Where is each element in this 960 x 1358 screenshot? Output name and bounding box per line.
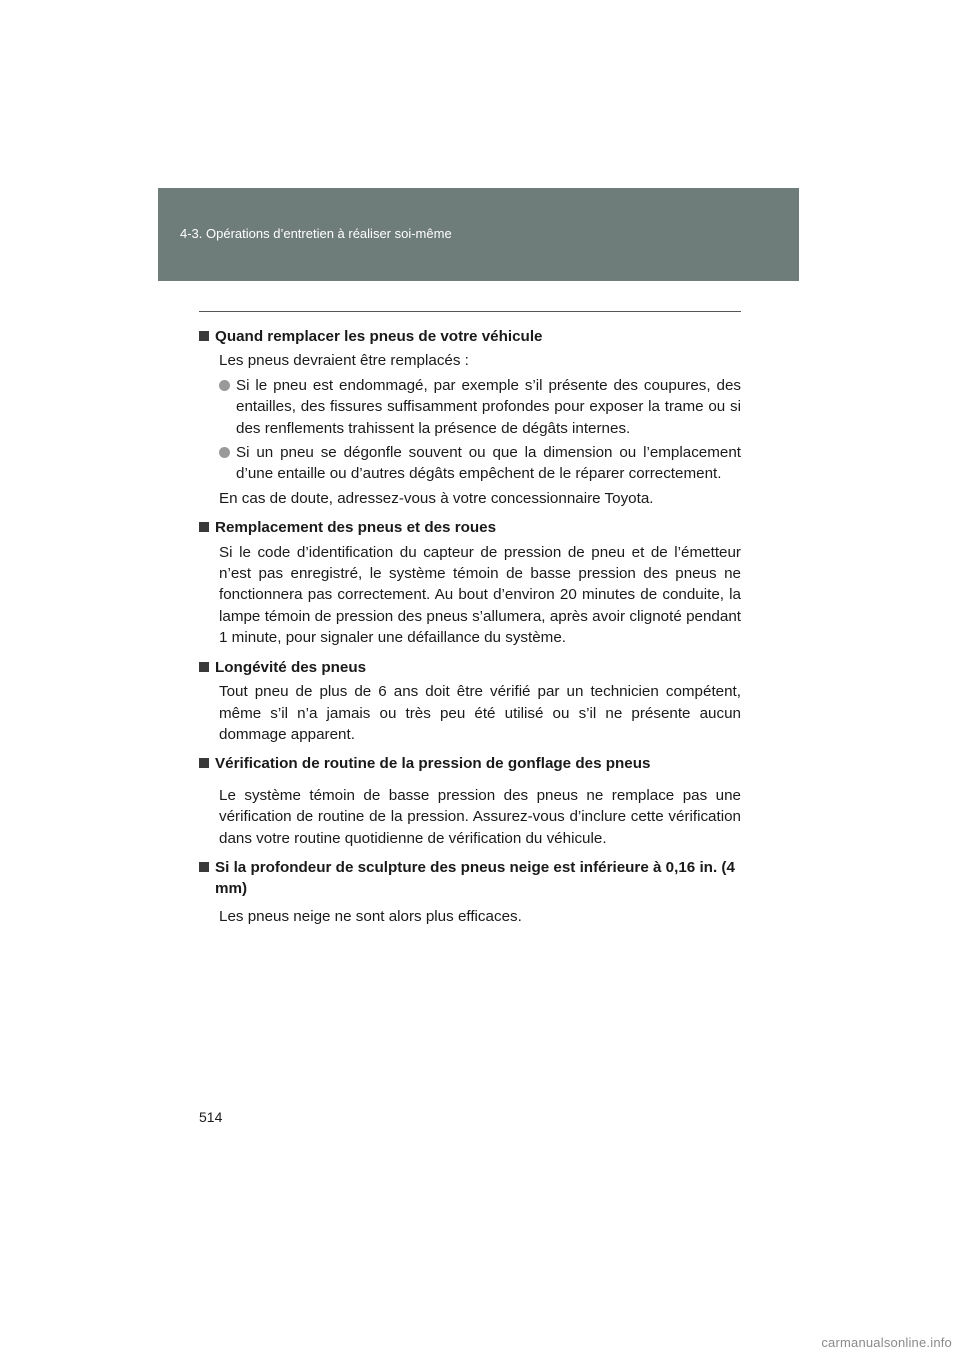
square-bullet-icon bbox=[199, 662, 209, 672]
section-heading-text: Remplacement des pneus et des roues bbox=[215, 519, 497, 537]
square-bullet-icon bbox=[199, 758, 209, 768]
section-body: Le système témoin de basse pression des pneus ne remplace pas une vérification de routine de la pression. Assurez-vous d’inclure cette vérification dans votre routine quotidienne de vérification du véhicule. bbox=[219, 786, 741, 847]
section-heading bbox=[199, 517, 741, 538]
section-body: Tout pneu de plus de 6 ans doit être vérifié par un technicien compétent, même s’il n’a jamais ou très peu été utilisé ou s’il ne présente aucun dommage apparent. bbox=[219, 683, 741, 743]
round-bullet-icon bbox=[219, 447, 230, 458]
list-item bbox=[219, 375, 741, 439]
section-heading bbox=[199, 657, 741, 678]
square-bullet-icon bbox=[199, 862, 209, 872]
chapter-section-title: 4-3. Opérations d’entretien à réaliser soi-même bbox=[180, 226, 452, 241]
section-when-to-replace bbox=[199, 326, 741, 509]
section-body: Si le code d’identification du capteur de pression de pneu et de l’émetteur n’est pas enregistré, le système témoin de basse pression des pneus ne fonctionnera pas correctement. Au bout d’environ 20 minutes de conduite, la lampe témoin de pression des pneus s’allumera, après avoir clignoté pendant 1 minute, pour signaler une défaillance du système. bbox=[219, 543, 741, 647]
section-heading-text: Longévité des pneus bbox=[215, 658, 367, 676]
section-snow-tire-depth bbox=[199, 857, 741, 927]
list-item-text: Si un pneu se dégonfle souvent ou que la dimension ou l’emplacement d’une entaille ou d’autres dégâts empêchent de le réparer correctement. bbox=[236, 444, 741, 483]
section-heading-text: Vérification de routine de la pression de gonflage des pneus bbox=[215, 755, 651, 773]
chapter-header-band bbox=[158, 188, 799, 281]
square-bullet-icon bbox=[199, 522, 209, 532]
section-pressure-check bbox=[199, 753, 741, 849]
section-intro: Les pneus devraient être remplacés : bbox=[219, 352, 469, 370]
section-outro: En cas de doute, adressez-vous à votre concessionnaire Toyota. bbox=[219, 489, 654, 507]
watermark-link[interactable]: carmanualsonline.info bbox=[821, 1335, 952, 1350]
list-item bbox=[219, 442, 741, 485]
section-heading bbox=[199, 857, 741, 900]
section-heading bbox=[199, 753, 741, 774]
section-tire-longevity bbox=[199, 657, 741, 746]
section-heading-text: Si la profondeur de sculpture des pneus neige est inférieure à 0,16 in. (4 mm) bbox=[215, 858, 735, 898]
section-divider bbox=[199, 311, 741, 312]
section-body: Les pneus neige ne sont alors plus efficaces. bbox=[219, 907, 522, 925]
page-content bbox=[199, 326, 741, 931]
round-bullet-icon bbox=[219, 380, 230, 391]
page-number: 514 bbox=[199, 1109, 223, 1125]
list-item-text: Si le pneu est endommagé, par exemple s’il présente des coupures, des entailles, des fissures suffisamment profondes pour exposer la trame ou si des renflements trahissent la présence de dégâts internes. bbox=[236, 376, 741, 437]
section-heading bbox=[199, 326, 741, 347]
square-bullet-icon bbox=[199, 331, 209, 341]
section-tire-wheel-replacement bbox=[199, 517, 741, 648]
section-heading-text: Quand remplacer les pneus de votre véhicule bbox=[215, 328, 543, 345]
